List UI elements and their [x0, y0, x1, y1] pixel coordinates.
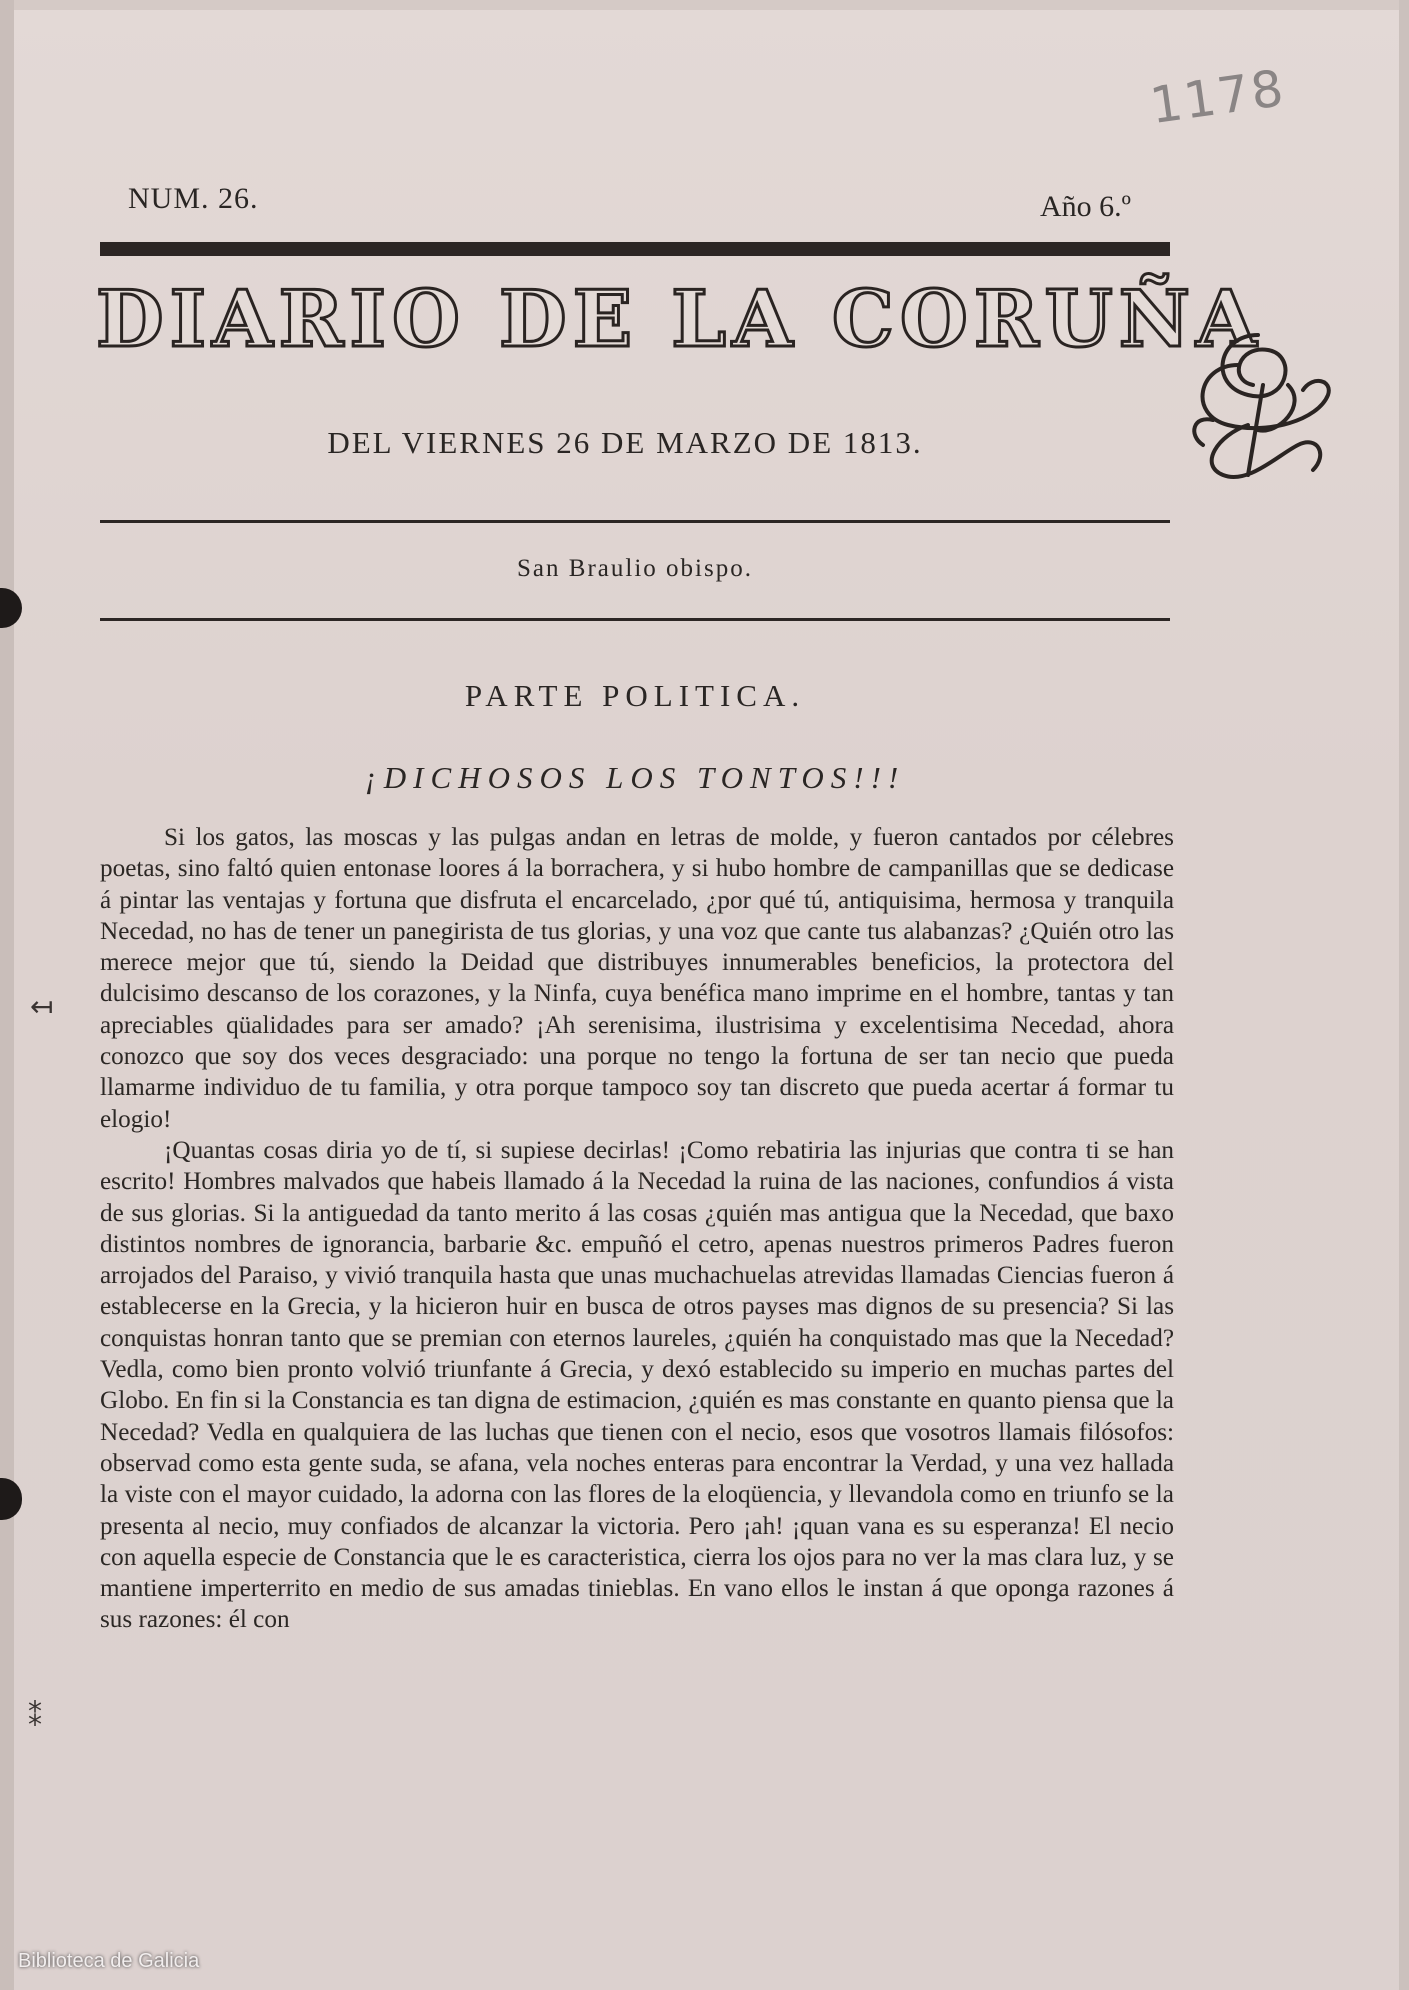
- divider-rule-upper: [100, 520, 1170, 523]
- section-heading: PARTE POLITICA.: [464, 678, 806, 713]
- issue-number: NUM. 26.: [128, 182, 259, 215]
- article-paragraph: Si los gatos, las moscas y las pulgas andan en letras de molde, y fueron cantados por célebres poetas, sino faltó quien entonase loores á la borrachera, y si hubo hombre de campanillas que se dedicase á pintar las ventajas y fortuna que disfruta el encarcelado, ¿por qué tú, antiquisima, hermosa y tranquila Necedad, no has de tener un panegirista de tus glorias, y una voz que cante tus alabanzas? ¿Quién otro las merece mejor que tú, siendo la Deidad que distribuyes innumerables beneficios, la protectora del dulcisimo descanso de los corazones, y la Ninfa, cuya benéfica mano imprime en el hombre, tantas y tan apreciables qüalidades para ser amado? ¡Ah serenisima, ilustrisima y excelentisima Necedad, ahora conozco que soy dos veces desgraciado: una porque no tengo la fortuna de ser tan necio que pueda llamarme individuo de tu familia, y otra porque tampoco soy tan discreto que pueda acertar á formar tu elogio!: [100, 824, 1174, 1133]
- article-title: ¡DICHOSOS LOS TONTOS!!!: [364, 760, 906, 795]
- ink-blot-left: [0, 1478, 22, 1520]
- divider-rule-lower: [100, 618, 1170, 621]
- ornate-monogram-icon: [1178, 325, 1338, 485]
- article-body: [100, 822, 1174, 1636]
- ink-blot-left: [0, 588, 22, 628]
- masthead-top-rule: [100, 242, 1170, 256]
- margin-mark: ⁑: [28, 1700, 42, 1733]
- publication-year: Año 6.º: [1040, 190, 1131, 223]
- saint-of-the-day: San Braulio obispo.: [517, 555, 753, 582]
- paper-right-edge: [1399, 0, 1409, 1990]
- article-paragraph: ¡Quantas cosas diria yo de tí, si supiese decirlas! ¡Como rebatiria las injurias que contra ti se han escrito! Hombres malvados que habeis llamado á la Necedad la ruina de las naciones, confundios á vista de sus glorias. Si la antiguedad da tanto merito á las cosas ¿quién mas antigua que la Necedad, que baxo distintos nombres de ignorancia, barbarie &c. empuñó el cetro, apenas nuestros primeros Padres fueron arrojados del Paraiso, y vivió tranquila hasta que unas muchachuelas atrevidas llamadas Ciencias fueron á establecerse en la Grecia, y la hicieron huir en busca de otros payses mas dignos de su presencia? Si las conquistas honran tanto que se premian con eternos laureles, ¿quién ha conquistado mas que la Necedad? Vedla, como bien pronto volvió triunfante á Grecia, y dexó establecido su imperio en muchas partes del Globo. En fin si la Constancia es tan digna de estimacion, ¿quién es mas constante en quanto piensa que la Necedad? Vedla en qualquiera de las luchas que tienen con el necio, esos que vosotros llamais filósofos: observad como esta gente suda, se afana, vela noches enteras para encontrar la Verdad, y una vez hallada la viste con el mayor cuidado, la adorna con las flores de la eloqüencia, y llevandola como en triunfo se la presenta al necio, muy confiados de alcanzar la victoria. Pero ¡ah! ¡quan vana es su esperanza! El necio con aquella especie de Constancia que le es caracteristica, cierra los ojos para no ver la mas clara luz, y se mantiene imperterrito en medio de sus amadas tinieblas. En vano ellos le instan á que oponga razones á sus razones: él con: [100, 1136, 1174, 1634]
- library-watermark: Biblioteca de Galicia: [18, 1950, 200, 1972]
- margin-mark: ↤: [30, 990, 54, 1023]
- dateline: DEL VIERNES 26 DE MARZO DE 1813.: [327, 425, 923, 460]
- paper-left-edge: [0, 0, 14, 1990]
- paper-top-edge: [0, 0, 1409, 10]
- masthead-title: DIARIO DE LA CORUÑA: [96, 274, 1263, 365]
- pencil-shelfmark: 1178: [1146, 58, 1289, 136]
